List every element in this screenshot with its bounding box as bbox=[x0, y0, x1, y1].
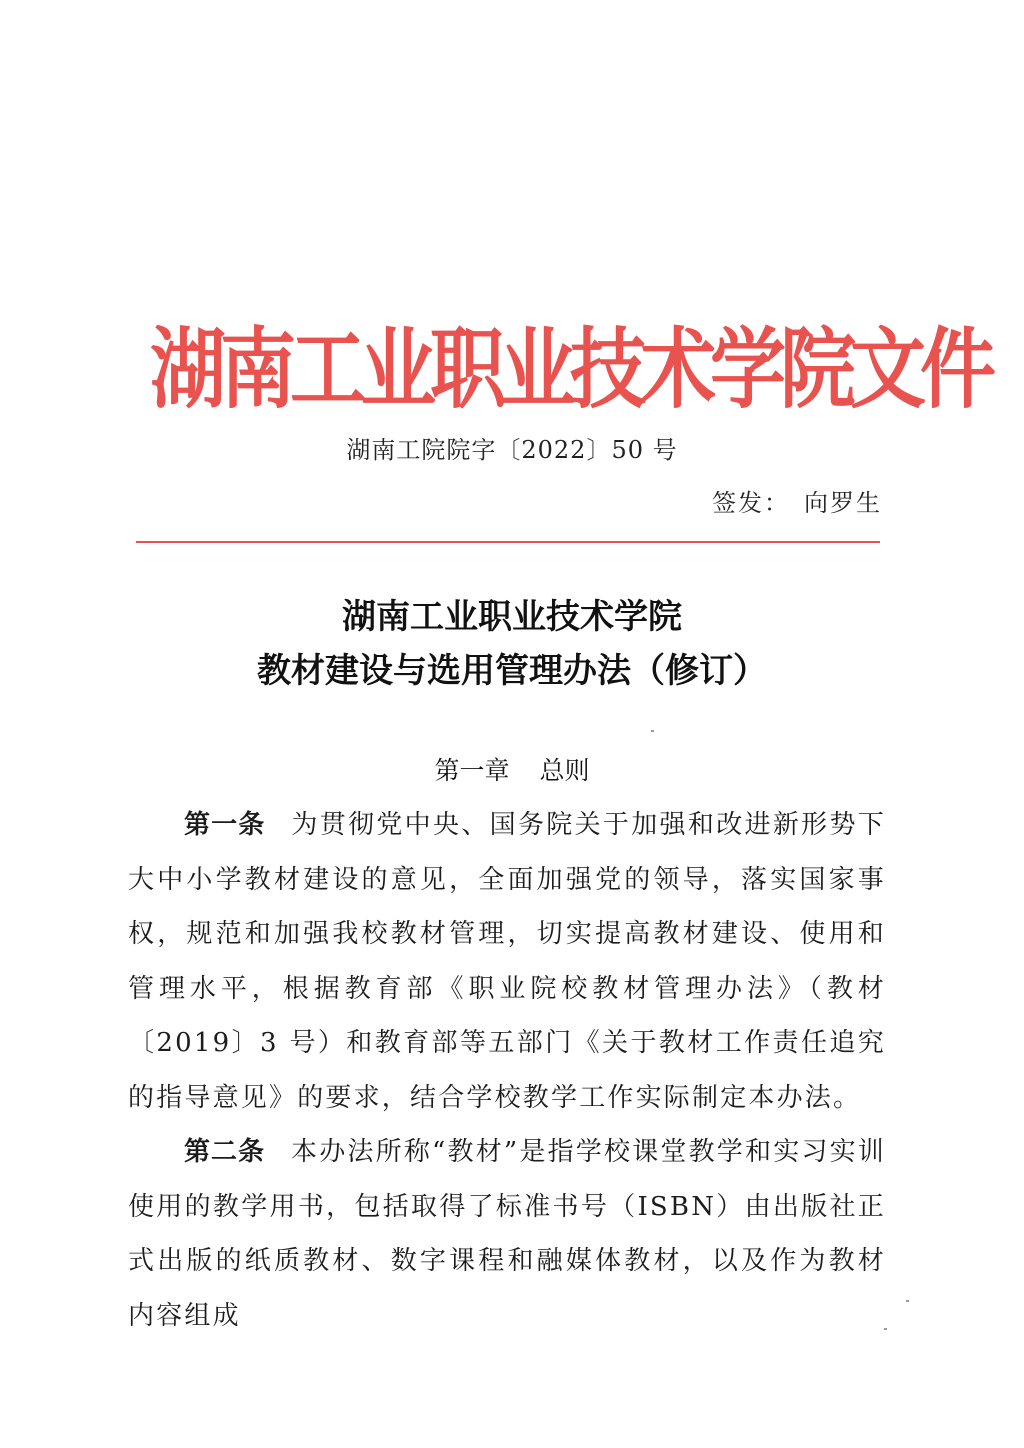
issuer-label: 签发： bbox=[712, 489, 790, 517]
title-line-2: 教材建设与选用管理办法（修订） bbox=[257, 651, 767, 691]
article-text: 本办法所称“教材”是指学校课堂教学和实习实训使用的教学用书，包括取得了标准书号（ISBN）由出版社正式出版的纸质教材、数字课程和融媒体教材，以及作为教材内容组成 bbox=[128, 1137, 887, 1331]
article-text: 为贯彻党中央、国务院关于加强和改进新形势下大中小学教材建设的意见，全面加强党的领导，落实国家事权，规范和加强我校教材管理，切实提高教材建设、使用和管理水平，根据教育部《职业院校教材管理办法》（教材〔2019〕3 号）和教育部等五部门《关于教材工作责任追究的指导意见》的要求，结合学校教学工作实际制定本办法。 bbox=[128, 810, 886, 1113]
title-line-1: 湖南工业职业技术学院 bbox=[342, 597, 682, 637]
article-label: 第二条 bbox=[184, 1137, 266, 1167]
scan-speck bbox=[906, 1300, 909, 1302]
chapter-heading bbox=[0, 752, 1024, 790]
scan-speck bbox=[651, 730, 654, 732]
document-number: 湖南工院院字〔2022〕50 号 bbox=[346, 436, 678, 464]
document-title bbox=[0, 590, 1024, 698]
chapter-number: 第一章 bbox=[434, 756, 510, 785]
chapter-name: 总则 bbox=[539, 756, 590, 785]
header-divider bbox=[136, 541, 880, 543]
issuer-line bbox=[712, 485, 882, 521]
document-body bbox=[128, 798, 886, 1343]
document-header-title: 湖南工业职业技术学院文件 bbox=[150, 317, 990, 421]
article-1 bbox=[128, 798, 886, 1125]
article-label: 第一条 bbox=[184, 810, 266, 840]
issuer-name: 向罗生 bbox=[804, 489, 882, 517]
article-2 bbox=[128, 1125, 886, 1343]
scan-speck bbox=[884, 1328, 887, 1330]
